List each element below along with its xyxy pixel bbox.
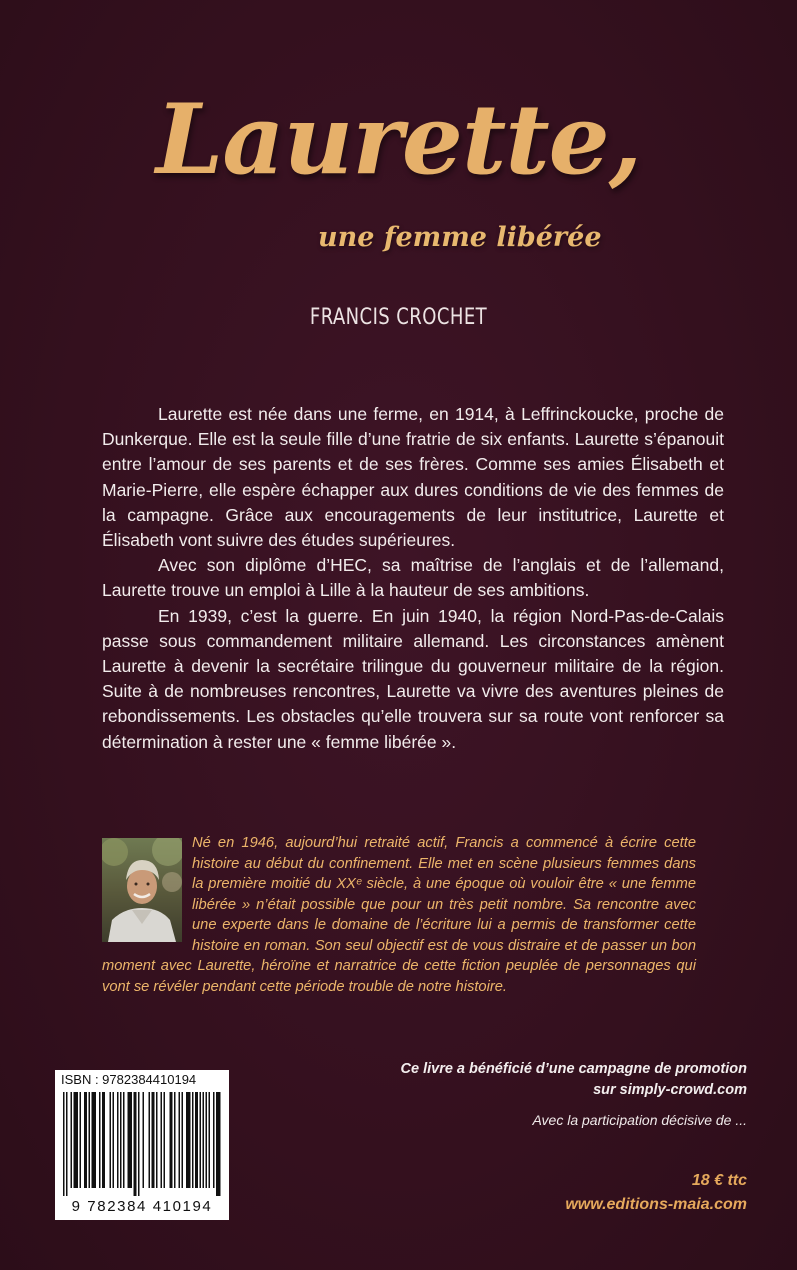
barcode-bar <box>203 1092 205 1188</box>
barcode-bar <box>102 1092 105 1188</box>
participation-note: Avec la participation décisive de ... <box>532 1112 747 1128</box>
barcode-bar <box>63 1092 65 1196</box>
barcode-bars <box>61 1092 223 1196</box>
barcode-bar <box>149 1092 151 1188</box>
promotion-line: Ce livre a bénéficié d’une campagne de promotion <box>400 1061 747 1077</box>
barcode-bar <box>192 1092 194 1188</box>
author-name: FRANCIS CROCHET <box>309 305 488 330</box>
barcode-bar <box>143 1092 145 1188</box>
synopsis-paragraph: En 1939, c’est la guerre. En juin 1940, la région Nord-Pas-de-Calais passe sous commandement militaire allemand. Les circonstances amènent Laurette à devenir la secrétaire trilingue du gouverneur militaire de la région. Suite à de nombreuses rencontres, Laurette va vivre des aventures pleines de rebondissements. Les obstacles qu’elle trouvera sur sa route vont renforcer sa détermination à rester une « femme libérée ». <box>102 605 724 752</box>
barcode-bar <box>134 1092 137 1196</box>
synopsis-paragraph: Laurette est née dans une ferme, en 1914, à Leffrinckoucke, proche de Dunkerque. Elle est la seule fille d’une fratrie de six enfants. Laurette s’épanouit entre l’amour de ses parents et de ses frères. Comme ses amies Élisabeth et Marie-Pierre, elle espère échapper aux dures conditions de vie des femmes de la campagne. Grâce aux encouragements de leur institutrice, Laurette et Élisabeth vont suivre des études supérieures. <box>102 404 724 551</box>
barcode-bar <box>182 1092 184 1188</box>
barcode-bar <box>195 1092 198 1188</box>
barcode-bar <box>156 1092 158 1188</box>
promotion-note <box>347 1059 747 1101</box>
barcode-bar <box>138 1092 140 1196</box>
barcode-bar <box>92 1092 97 1188</box>
synopsis <box>102 402 724 755</box>
barcode-bar <box>216 1092 221 1196</box>
barcode-bar <box>84 1092 87 1188</box>
book-title: Laurette, <box>155 83 642 196</box>
isbn-barcode <box>55 1070 229 1220</box>
barcode-bar <box>120 1092 122 1188</box>
price: 18 € ttc <box>691 1172 747 1189</box>
barcode-bar <box>174 1092 176 1188</box>
barcode-bar <box>206 1092 208 1188</box>
barcode-bar <box>128 1092 133 1188</box>
author-bio <box>102 833 696 997</box>
barcode-bar <box>123 1092 125 1188</box>
barcode-digits: 9 782384 410194 <box>71 1198 213 1215</box>
barcode-bar <box>71 1092 73 1188</box>
promotion-line: sur simply-crowd.com <box>593 1082 747 1098</box>
barcode-bar <box>152 1092 155 1188</box>
barcode-bar <box>117 1092 119 1188</box>
barcode-bar <box>74 1092 79 1188</box>
book-subtitle: une femme libérée <box>318 222 602 253</box>
synopsis-paragraph: Avec son diplôme d’HEC, sa maîtrise de l’anglais et de l’allemand, Laurette trouve un emploi à Lille à la hauteur de ses ambitions. <box>102 555 724 601</box>
barcode-bar <box>161 1092 163 1188</box>
barcode-bar <box>164 1092 166 1188</box>
publisher-website: www.editions-maia.com <box>565 1196 747 1213</box>
barcode-bar <box>113 1092 115 1188</box>
barcode-bar <box>66 1092 68 1196</box>
barcode-bar <box>213 1092 215 1188</box>
isbn-label: ISBN : 9782384410194 <box>61 1072 197 1087</box>
barcode-bar <box>186 1092 191 1188</box>
barcode-bar <box>110 1092 112 1188</box>
barcode-bar <box>99 1092 101 1188</box>
author-bio-text: Né en 1946, aujourd’hui retraité actif, Francis a commencé à écrire cette histoire au début du confinement. Elle met en scène plusieurs femmes dans la première moitié du XXᵉ siècle, à une époque où vouloir être « une femme libérée » n’était possible que pour un très petit nombre. Sa rencontre avec une experte dans le domaine de l’écriture lui a permis de transformer cette histoire en roman. Son seul objectif est de vous distraire et de passer un bon moment avec Laurette, héroïne et narratrice de cette fiction peuplée de personnages qui vont se révéler pendant cette période trouble de notre histoire. <box>102 835 696 995</box>
barcode-bar <box>179 1092 181 1188</box>
barcode-bar <box>200 1092 202 1188</box>
barcode-bar <box>89 1092 91 1188</box>
barcode-bar <box>170 1092 173 1188</box>
barcode-bar <box>80 1092 82 1188</box>
barcode-bar <box>209 1092 211 1188</box>
photo-spacer <box>102 833 192 938</box>
